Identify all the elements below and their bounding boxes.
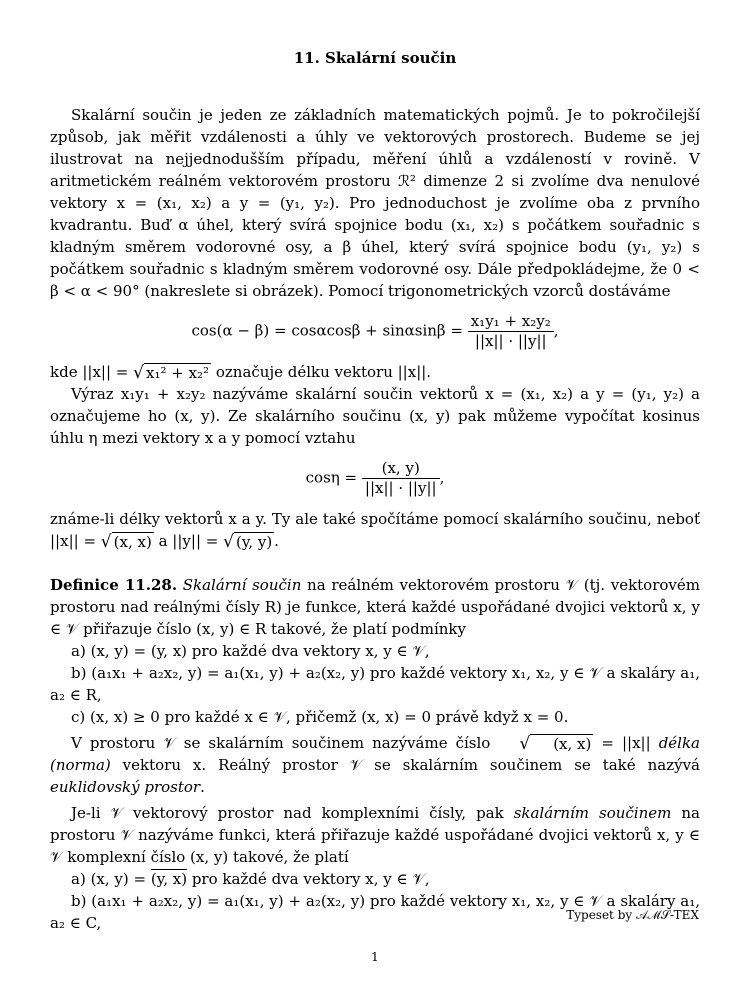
sqrt-argument: (y, y) — [235, 533, 273, 551]
complex-cond-a-pre: a) (x, y) = — [71, 870, 147, 888]
definition-paragraph — [50, 574, 700, 640]
length-term: délka (norma) — [50, 734, 700, 774]
document-body — [50, 104, 700, 934]
fraction-numerator: x₁y₁ + x₂y₂ — [468, 312, 554, 332]
complex-condition-b: b) (a₁x₁ + a₂x₂, y) = a₁(x₁, y) + a₂(x₂, y) pro každé vektory x₁, x₂, y ∈ 𝒱 a skaláry a₁, a₂ ∈ C, — [50, 892, 700, 932]
equation-left-side: cosη = — [305, 468, 358, 487]
complex-paragraph — [50, 802, 700, 868]
norm-def-eq: = ||x|| — [601, 734, 651, 752]
conjugate-expression: (y, x) — [150, 870, 188, 888]
inner-product-paragraph: Výraz x₁y₁ + x₂y₂ nazýváme skalární součin vektorů x = (x₁, x₂) a y = (y₁, y₂) a označujeme ho (x, y). Ze skalárního součinu (x, y) pak můžeme vypočítat kosinus úhlu η mezi vektory x a y pomocí vztahu — [50, 385, 700, 447]
complex-text-post: na prostoru 𝒱 nazýváme funkci, která přiřazuje každé uspořádané dvojici vektorů x, y ∈ 𝒱 komplexní číslo (x, y) takové, že platí — [50, 804, 700, 866]
radical-sign: √ — [519, 734, 531, 754]
definition-text: na reálném vektorovém prostoru 𝒱 (tj. vektorovém prostoru nad reálnými čísly R) je funkce, která každé uspořádané dvojici vektorů x, y ∈ 𝒱 přiřazuje číslo (x, y) ∈ R takové, že platí podmínky — [50, 576, 700, 638]
radical-sign: √ — [223, 532, 234, 552]
definition-label: Definice 11.28. — [50, 576, 178, 594]
equation-left-side: cos(α − β) = cosαcosβ + sinαsinβ = — [191, 321, 463, 340]
condition-c: c) (x, x) ≥ 0 pro každé x ∈ 𝒱, přičemž (x, x) = 0 právě když x = 0. — [71, 708, 569, 726]
norm-paragraph — [50, 508, 700, 552]
sqrt-expression — [133, 363, 211, 383]
sqrt-argument: (x, x) — [530, 734, 593, 754]
radical-sign: √ — [133, 363, 144, 383]
fraction-denominator: ||x|| · ||y|| — [474, 332, 547, 350]
complex-condition-a — [50, 868, 700, 890]
sqrt-expression — [498, 734, 593, 754]
fraction-numerator: (x, y) — [362, 459, 440, 479]
sqrt-argument: (x, x) — [113, 533, 152, 551]
equation-fraction — [468, 312, 554, 351]
typeset-note: Typeset by 𝒜ℳ𝒮-TEX — [566, 908, 699, 922]
length-text-pre: kde ||x|| = — [50, 363, 129, 381]
norm-definition-paragraph — [50, 732, 700, 798]
norm-def-end: . — [200, 778, 205, 796]
equation-cosine-difference — [50, 312, 700, 351]
length-paragraph — [50, 361, 700, 383]
norm-def-mid: vektoru x. Reálný prostor 𝒱 se skalárním součinem se také nazývá — [122, 756, 700, 774]
section-title: 11. Skalární součin — [293, 49, 457, 67]
fraction-denominator: ||x|| · ||y|| — [364, 479, 437, 497]
complex-text-pre: Je-li 𝒱 vektorový prostor nad komplexními čísly, pak — [71, 804, 504, 822]
equation-fraction — [362, 459, 440, 498]
sqrt-argument: x₁² + x₂² — [145, 364, 210, 382]
equation-tail: , — [553, 321, 559, 340]
norm-def-pre: V prostoru 𝒱 se skalárním součinem nazýváme číslo — [71, 734, 491, 752]
norm-text-mid: a ||y|| = — [158, 532, 219, 550]
definition-term: Skalární součin — [182, 576, 302, 594]
length-text-post: označuje délku vektoru ||x||. — [215, 363, 432, 381]
equation-cosine-eta — [50, 459, 700, 498]
complex-cond-a-post: pro každé dva vektory x, y ∈ 𝒱, — [191, 870, 430, 888]
condition-a: a) (x, y) = (y, x) pro každé dva vektory x, y ∈ 𝒱, — [71, 642, 430, 660]
norm-text-end: . — [274, 532, 279, 550]
page-number: 1 — [371, 950, 379, 964]
euclidean-term: euklidovský prostor — [50, 778, 201, 796]
spacer — [50, 552, 700, 574]
sqrt-expression — [223, 532, 274, 552]
complex-term: skalárním součinem — [513, 804, 672, 822]
radical-sign: √ — [100, 532, 112, 552]
equation-tail: , — [439, 468, 445, 487]
intro-paragraph: Skalární součin je jeden ze základních matematických pojmů. Je to pokročilejší způsob, jak měřit vzdálenosti a úhly ve vektorových prostorech. Budeme se jej ilustrovat na nejjednodušším případu, měření úhlů a vzdáleností v rovině. V aritmetickém reálném vektorovém prostoru ℛ² dimenze 2 si zvolíme dva nenulové vektory x = (x₁, x₂) a y = (y₁, y₂). Pro jednoduchost je zvolíme oba z prvního kvadrantu. Buď α úhel, který svírá spojnice bodu (x₁, x₂) s počátkem souřadnic s kladným směrem vodorovné osy, a β úhel, který svírá spojnice bodu (y₁, y₂) s počátkem souřadnic s kladným směrem vodorovné osy. Dále předpokládejme, že 0 < β < α < 90° (nakreslete si obrázek). Pomocí trigonometrických vzorců dostáváme — [50, 106, 700, 300]
sqrt-expression — [101, 532, 154, 552]
condition-b: b) (a₁x₁ + a₂x₂, y) = a₁(x₁, y) + a₂(x₂, y) pro každé vektory x₁, x₂, y ∈ 𝒱 a skaláry a₁, a₂ ∈ R, — [50, 664, 700, 704]
norm-text-pre: známe-li délky vektorů x a y. Ty ale také spočítáme pomocí skalárního součinu, neboť ||x|| = — [50, 510, 700, 550]
